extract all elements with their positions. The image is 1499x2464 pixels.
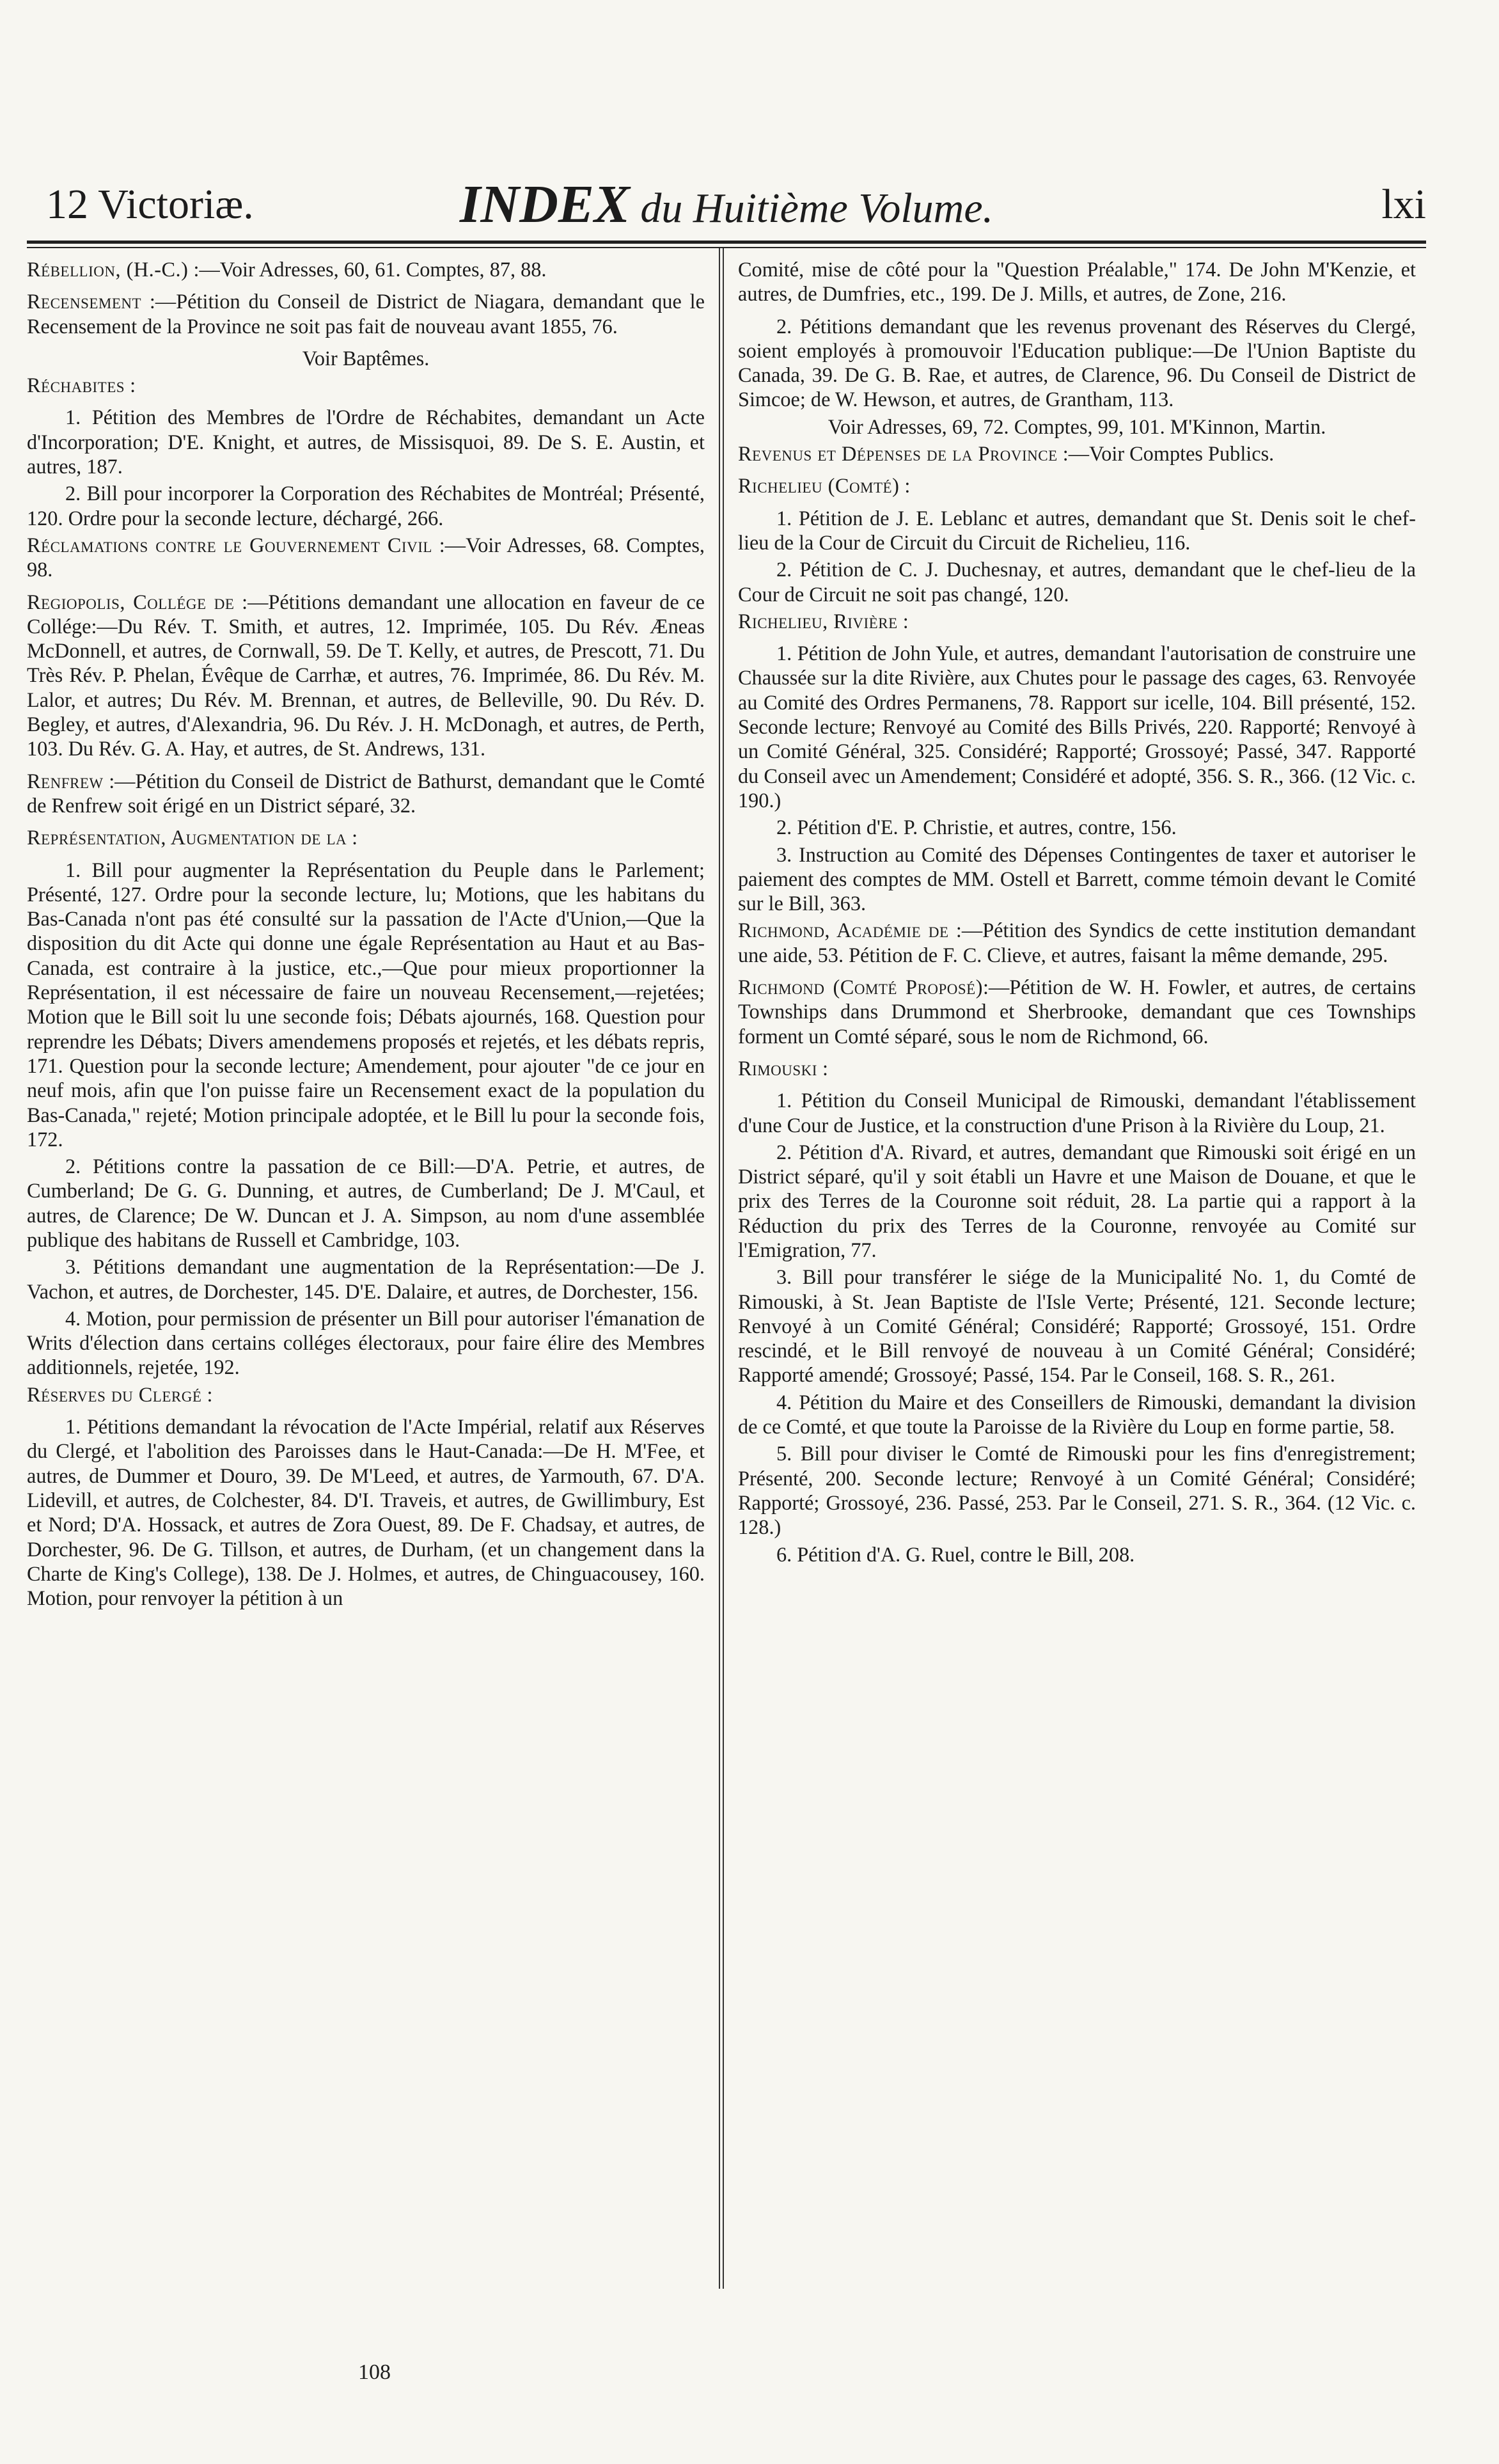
header-regnal-year: 12 Victoriæ. [46, 181, 254, 228]
index-entry [27, 373, 705, 397]
sub-entry: 1. Pétition de J. E. Leblanc et autres, demandant que St. Denis soit le chef-lieu de la Cour de Circuit du Circuit de Richelieu, 116. [738, 506, 1416, 554]
entry-heading: Rimouski [738, 1056, 817, 1080]
entry-text: : [817, 1056, 828, 1080]
sub-entry: 5. Bill pour diviser le Comté de Rimouski pour les fins d'enregistrement; Présenté, 200. Seconde lecture; Renvoyé à un Comité Général; Considéré; Rapporté; Grossoyé, 236. Passé, 253. Par le Conseil, 271. S. R., 364. (12 Vic. c. 128.) [738, 1442, 1416, 1539]
sub-entry: 3. Bill pour transférer le siége de la Municipalité No. 1, du Comté de Rimouski, à St. Jean Baptiste de l'Isle Verte; Présenté, 121. Seconde lecture; Renvoyé à un Comité Général; Considéré; Rapporté; Grossoyé, 151. Ordre rescindé, et le Bill renvoyé de nouveau à un Comité Général; Considéré; Rapporté amendé; Grossoyé; Passé, 154. Par le Conseil, 168. S. R., 261. [738, 1265, 1416, 1387]
entry-text: : [897, 609, 909, 633]
sub-entry: 2. Pétitions contre la passation de ce Bill:—D'A. Petrie, et autres, de Cumberland; De G. G. Dunning, et autres, de Cumberland; De J. M'Caul, et autres, de Clarence; De W. Duncan et J. A. Simpson, au nom d'une assemblée publique des habitans de Russell et Cambridge, 103. [27, 1155, 705, 1251]
sub-entry: 1. Pétition des Membres de l'Ordre de Réchabites, demandant un Acte d'Incorporation; D'E. Knight, et autres, de Missisquoi, 89. De S. E. Austin, et autres, 187. [27, 406, 705, 478]
entry-text: :—Voir Comptes Publics. [1057, 442, 1275, 466]
entry-heading: Recensement [27, 290, 142, 313]
sub-entry: 2. Pétition d'A. Rivard, et autres, demandant que Rimouski soit érigé en un District séparé, qu'il y soit établi un Havre et une Maison de Douane, et que le prix des Terres de la Couronne soit réduit, 28. La partie qui a rapport à la Réduction du prix des Terres de la Couronne, renvoyée au Comité sur l'Emigration, 77. [738, 1140, 1416, 1261]
index-entry [27, 533, 705, 582]
header-title [27, 173, 1426, 241]
index-entry [27, 769, 705, 818]
sub-entry: 2. Pétitions demandant que les revenus provenant des Réserves du Clergé, soient employés à promouvoir l'Education publique:—De l'Union Baptiste du Canada, 39. De G. B. Rae, et autres, de Clarence, 96. Du Conseil de District de Simcoe; de W. Hewson, et autres, de Grantham, 113. [738, 314, 1416, 411]
entry-text: :—Pétition de W. H. Fowler, et autres, de certains Townships dans Drummond et Sherbrooke, demandant que ces Townships forment un Comté séparé, sous le nom de Richmond, 66. [738, 975, 1416, 1048]
entry-heading: Renfrew [27, 769, 104, 793]
index-entry [738, 473, 1416, 498]
sub-entry: 3. Pétitions demandant une augmentation de la Représentation:—De J. Vachon, et autres, de Dorchester, 145. D'E. Dalaire, et autres, de Dorchester, 156. [27, 1255, 705, 1303]
index-entry [27, 1382, 705, 1407]
entry-heading: Richmond, Académie de [738, 919, 949, 942]
sub-entry: 2. Pétition d'E. P. Christie, et autres, contre, 156. [776, 816, 1177, 839]
header-double-rule [27, 241, 1426, 248]
cross-reference: Voir Adresses, 69, 72. Comptes, 99, 101. M'Kinnon, Martin. [828, 415, 1326, 438]
entry-text: :—Voir Adresses, 60, 61. Comptes, 87, 88. [188, 258, 547, 281]
entry-heading: Réchabites [27, 374, 125, 397]
entry-heading: Regiopolis, Collége de [27, 590, 235, 613]
sub-entry: 3. Instruction au Comité des Dépenses Contingentes de taxer et autoriser le paiement des comptes de MM. Ostell et Barrett, comme témoin devant le Comité sur le Bill, 363. [738, 842, 1416, 915]
sub-entry: 1. Pétition du Conseil Municipal de Rimouski, demandant l'établissement d'une Cour de Justice, et la construction d'une Prison à la Rivière du Loup, 21. [738, 1089, 1416, 1137]
sub-entry: 1. Pétition de John Yule, et autres, demandant l'autorisation de construire une Chaussée sur la dite Rivière, aux Chutes pour le passage des cages, 63. Renvoyée au Comité des Ordres Permanens, 78. Rapport sur icelle, 104. Bill présenté, 152. Seconde lecture; Renvoyé au Comité des Bills Privés, 220. Rapporté; Renvoyé à un Comité Général, 325. Considéré; Rapporté; Grossoyé; Passé, 347. Rapporté du Conseil avec un Amendement; Considéré et adopté, 356. S. R., 366. (12 Vic. c. 190.) [738, 642, 1416, 812]
sub-entry: 4. Motion, pour permission de présenter un Bill pour autoriser l'émanation de Writs d'élection dans certains colléges électoraux, pour faire élire des Membres additionnels, rejetée, 192. [27, 1306, 705, 1379]
entry-heading: Richmond (Comté Proposé) [738, 975, 983, 999]
right-column [724, 248, 1416, 2289]
continued-entry: Comité, mise de côté pour la "Question Préalable," 174. De John M'Kenzie, et autres, de Dumfries, etc., 199. De J. Mills, et autres, de Zone, 216. [738, 258, 1416, 306]
entry-text: : [347, 826, 358, 849]
index-entry [738, 609, 1416, 633]
index-entry [738, 441, 1416, 466]
sub-entry: 4. Pétition du Maire et des Conseillers de Rimouski, demandant la division de ce Comté, et que toute la Paroisse de la Rivière du Loup en forme partie, 58. [738, 1390, 1416, 1439]
entry-text: : [125, 374, 136, 397]
entry-text: :—Pétition du Conseil de District de Niagara, demandant que le Recensement de la Province ne soit pas fait de nouveau avant 1855, 76. [27, 290, 705, 338]
index-columns [27, 248, 1426, 2289]
running-header [27, 173, 1426, 237]
index-entry [738, 975, 1416, 1048]
index-entry [738, 1056, 1416, 1080]
entry-heading: Richelieu (Comté) [738, 474, 900, 498]
index-entry [27, 289, 705, 338]
sub-entry: 6. Pétition d'A. G. Ruel, contre le Bill, 208. [776, 1542, 1135, 1566]
header-title-index: INDEX [459, 175, 630, 234]
left-column [27, 248, 719, 2289]
header-page-number: lxi [1381, 181, 1426, 228]
header-title-rest: du Huitième Volume. [629, 185, 994, 232]
entry-text: :—Pétitions demandant une allocation en faveur de ce Collége:—Du Rév. T. Smith, et autres, 12. Imprimée, 105. Du Rév. Æneas McDonnell, et autres, de Cornwall, 59. De T. Kelly, et autres, de Prescott, 71. Du Très Rév. P. Phelan, Évêque de Carrhæ, et autres, 76. Imprimée, 86. Du Rév. M. Lalor, et autres; Du Rév. M. Brennan, et autres, de Belleville, 90. Du Rév. D. Begley, et autres, d'Alexandria, 96. Du Rév. J. H. McDonagh, et autres, de Perth, 103. Du Rév. G. A. Hay, et autres, de St. Andrews, 131. [27, 590, 705, 761]
entry-heading: Réclamations contre le Gouvernement Civil [27, 533, 432, 557]
footer-folio: 108 [358, 2360, 391, 2384]
cross-reference: Voir Baptêmes. [302, 346, 430, 370]
entry-heading: Réserves du Clergé [27, 1382, 202, 1406]
entry-text: :—Pétition des Syndics de cette institution demandant une aide, 53. Pétition de F. C. Clieve, et autres, faisant la même demande, 295. [738, 919, 1416, 967]
entry-heading: Représentation, Augmentation de la [27, 826, 347, 849]
sub-entry: 1. Pétitions demandant la révocation de l'Acte Impérial, relatif aux Réserves du Clergé, et l'abolition des Paroisses dans le Haut-Canada:—De H. M'Fee, et autres, de Dummer et Douro, 39. De M'Leed, et autres, de Yarmouth, 67. D'A. Lidevill, et autres, de Colchester, 84. D'I. Traveis, et autres, de Gwillimbury, Est et Nord; D'A. Hossack, et autres de Zora Ouest, 89. De F. Chadsay, et autres, de Dorchester, 96. De G. Tillson, et autres, de Durham, (et un changement dans la Charte de King's College), 138. De J. Holmes, et autres, de Chinguacousey, 160. Motion, pour renvoyer la pétition à un [27, 1415, 705, 1610]
entry-text: :—Voir Adresses, 68. Comptes, 98. [27, 533, 705, 581]
entry-text: : [899, 474, 911, 498]
index-entry [27, 257, 705, 281]
index-entry [27, 590, 705, 761]
index-entry [738, 918, 1416, 967]
entry-heading: Rébellion, (H.-C.) [27, 258, 189, 281]
sub-entry: 2. Bill pour incorporer la Corporation des Réchabites de Montréal; Présenté, 120. Ordre pour la seconde lecture, déchargé, 266. [27, 482, 705, 530]
index-entry [27, 825, 705, 849]
sub-entry: 2. Pétition de C. J. Duchesnay, et autres, demandant que le chef-lieu de la Cour de Circuit ne soit pas changé, 120. [738, 558, 1416, 606]
sub-entry: 1. Bill pour augmenter la Représentation du Peuple dans le Parlement; Présenté, 127. Ordre pour la seconde lecture, lu; Motions, que les habitans du Bas-Canada n'ont pas été consulté sur la passation de l'Acte d'Union,—Que la disposition du dit Acte qui donne une égale Représentation au Haut et au Bas-Canada, est contraire à la justice, etc.,—Que pour mieux proportionner la Représentation, il est nécessaire de faire un nouveau Recensement,—rejetées; Motion que le Bill soit lu une seconde fois; Débats ajournés, 168. Question pour reprendre les Débats; Divers amendemens proposés et rejetés, et les débats repris, 171. Question pour la seconde lecture; Amendement, pour ajouter "de ce jour en neuf mois, afin que l'on puisse faire un Recensement exact de la population du Bas-Canada," rejeté; Motion principale adoptée, et le Bill lu pour la seconde fois, 172. [27, 858, 705, 1151]
column-divider [719, 248, 724, 2289]
entry-heading: Richelieu, Rivière [738, 609, 898, 633]
entry-text: :—Pétition du Conseil de District de Bathurst, demandant que le Comté de Renfrew soit érigé en un District séparé, 32. [27, 769, 705, 817]
entry-text: : [201, 1382, 213, 1406]
entry-heading: Revenus et Dépenses de la Province [738, 442, 1058, 466]
